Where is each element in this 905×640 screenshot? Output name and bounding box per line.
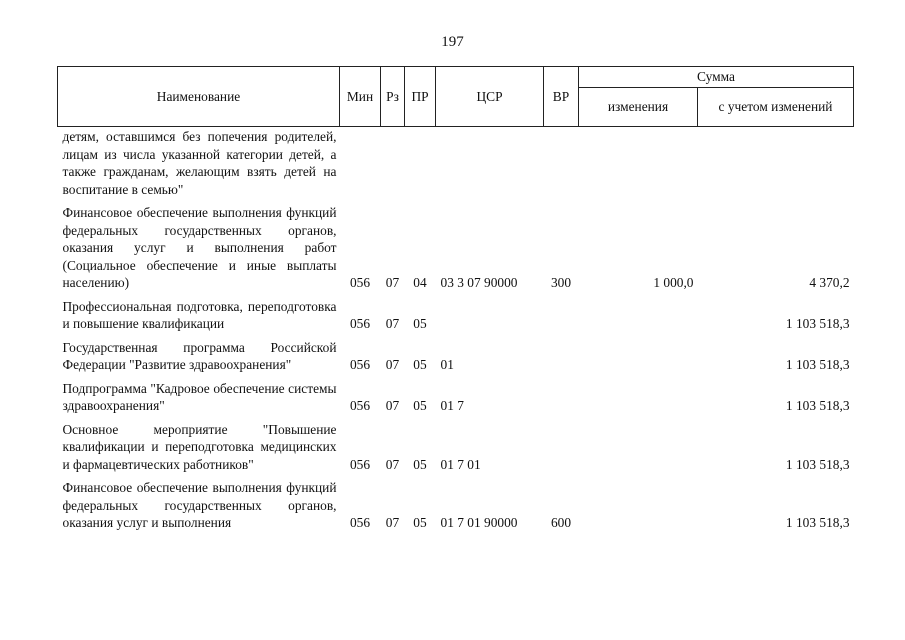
row-min <box>340 127 381 205</box>
table-header <box>58 67 854 127</box>
row-rz: 07 <box>385 316 400 331</box>
table-row <box>58 479 854 538</box>
row-pr: 05 <box>413 515 427 530</box>
row-rz: 07 <box>385 275 400 290</box>
table-row <box>58 298 854 339</box>
row-csr: 01 7 01 <box>440 456 481 472</box>
row-change <box>579 421 698 480</box>
row-total <box>698 127 854 205</box>
row-vr <box>544 380 579 421</box>
row-min: 056 <box>349 456 371 472</box>
row-name: детям, оставшимся без попечения родителей, лицам из числа указанной категории детей, а также гражданам, желающим взять детей на воспитание в семью" <box>62 129 337 197</box>
row-vr <box>544 339 579 380</box>
row-name: Подпрограмма "Кадровое обеспечение системы здравоохранения" <box>62 380 337 413</box>
row-csr <box>436 127 544 205</box>
row-total: 1 103 518,3 <box>785 398 850 413</box>
row-name: Профессиональная подготовка, переподготовка и повышение квалификации <box>62 298 337 331</box>
row-change <box>579 479 698 538</box>
row-csr: 01 7 01 90000 <box>440 515 518 530</box>
row-vr: 600 <box>550 515 572 530</box>
row-change <box>579 380 698 421</box>
row-vr <box>544 298 579 339</box>
row-name: Государственная программа Российской Федерации "Развитие здравоохранения" <box>62 339 337 372</box>
row-csr: 03 3 07 90000 <box>440 275 518 290</box>
header-rz: Рз <box>381 67 405 127</box>
row-min: 056 <box>349 515 371 530</box>
table-row <box>58 127 854 205</box>
table-row <box>58 421 854 480</box>
header-vr: ВР <box>544 67 579 127</box>
table-row <box>58 339 854 380</box>
row-change <box>579 339 698 380</box>
row-csr: 01 <box>440 357 454 372</box>
row-min: 056 <box>349 398 371 413</box>
header-sum: Сумма <box>579 67 854 88</box>
row-rz: 07 <box>385 357 400 372</box>
table-row <box>58 204 854 298</box>
row-name: Основное мероприятие "Повышение квалификации и переподготовка медицинских и фармацевтических работников" <box>62 421 337 472</box>
row-pr: 05 <box>413 357 427 372</box>
row-total: 4 370,2 <box>809 275 850 290</box>
row-name: Финансовое обеспечение выполнения функций федеральных государственных органов, оказания услуг и выполнения <box>62 480 337 530</box>
row-change: 1 000,0 <box>653 275 694 290</box>
row-vr <box>544 421 579 480</box>
header-change: изменения <box>579 88 698 127</box>
header-with-change: с учетом изменений <box>698 88 854 127</box>
row-pr: 05 <box>413 456 427 472</box>
row-total: 1 103 518,3 <box>785 357 850 372</box>
row-vr: 300 <box>550 275 572 290</box>
page-number: 197 <box>441 34 464 50</box>
row-total: 1 103 518,3 <box>785 515 850 530</box>
header-pr: ПР <box>405 67 436 127</box>
row-pr: 05 <box>413 316 427 331</box>
row-csr <box>436 298 544 339</box>
row-change <box>579 298 698 339</box>
row-min: 056 <box>349 357 371 372</box>
header-csr: ЦСР <box>436 67 544 127</box>
table-body <box>58 127 854 538</box>
budget-table <box>57 66 854 538</box>
row-min: 056 <box>349 316 371 331</box>
row-pr <box>405 127 436 205</box>
row-csr: 01 7 <box>440 398 464 413</box>
row-rz: 07 <box>385 515 400 530</box>
row-name: Финансовое обеспечение выполнения функций федеральных государственных органов, оказания услуг и выполнения работ (Социальное обеспечение и иные выплаты населению) <box>62 205 337 290</box>
row-change <box>579 127 698 205</box>
row-total: 1 103 518,3 <box>785 456 850 472</box>
row-rz <box>381 127 405 205</box>
row-total: 1 103 518,3 <box>785 316 850 331</box>
row-pr: 04 <box>413 275 427 290</box>
table-row <box>58 380 854 421</box>
row-rz: 07 <box>385 398 400 413</box>
row-min: 056 <box>349 275 371 290</box>
header-name: Наименование <box>58 67 340 127</box>
row-rz: 07 <box>385 456 400 472</box>
header-min: Мин <box>340 67 381 127</box>
row-pr: 05 <box>413 398 427 413</box>
row-vr <box>544 127 579 205</box>
